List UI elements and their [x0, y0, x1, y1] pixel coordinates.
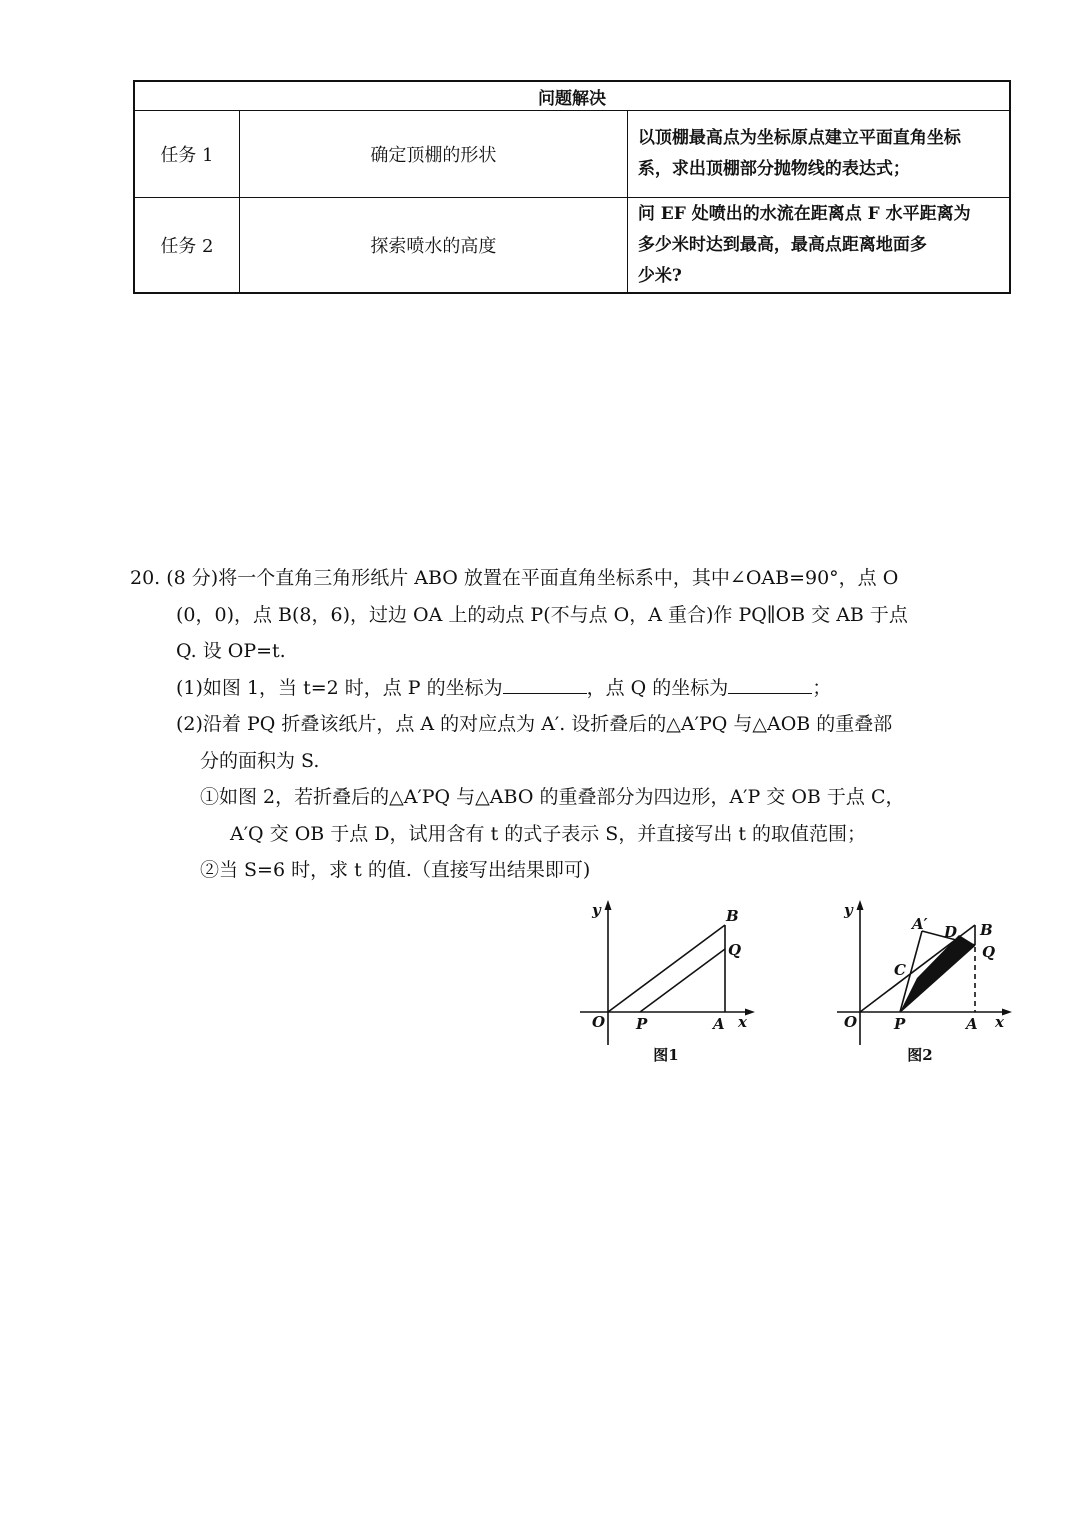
label-x: x [995, 1013, 1004, 1031]
task-label: 任务 1 [134, 111, 239, 198]
answer-blank-q[interactable] [728, 673, 812, 694]
label-A: A [713, 1015, 725, 1033]
segment-PQ [640, 949, 725, 1012]
label-x: x [738, 1013, 747, 1031]
question-stem-line: (0，0)，点 B(8，6)，过边 OA 上的动点 P(不与点 O，A 重合)作 PQ∥OB 交 AB 于点 [176, 603, 908, 626]
segment-OB [860, 925, 975, 1012]
label-B: B [726, 907, 739, 925]
sub-question-1-line: A′Q 交 OB 于点 D，试用含有 t 的式子表示 S，并直接写出 t 的取值范围； [230, 822, 867, 845]
label-P: P [894, 1015, 906, 1033]
figure-2-caption: 图2 [907, 1046, 933, 1064]
figure-1-diagram [570, 895, 760, 1045]
segment-PQ [900, 945, 975, 1012]
label-y: y [592, 901, 601, 919]
question-stem-line: 20. (8 分)将一个直角三角形纸片 ABO 放置在平面直角坐标系中，其中∠OAB=90°，点 O [130, 567, 899, 589]
y-axis-arrow-icon [605, 900, 612, 910]
figure-1 [570, 895, 760, 1049]
part-2-line: 分的面积为 S. [200, 749, 320, 772]
task-description-line: 少米? [637, 265, 682, 286]
task-description [627, 198, 1010, 294]
part-1-text-b: ，点 Q 的坐标为 [586, 676, 729, 699]
answer-blank-p[interactable] [503, 673, 587, 694]
task-topic: 探索喷水的高度 [239, 198, 627, 294]
part-1 [130, 670, 1020, 707]
label-y: y [844, 901, 853, 919]
task-description-line: 以顶棚最高点为坐标原点建立平面直角坐标 [637, 128, 961, 148]
task-description-line: 系，求出顶棚部分抛物线的表达式； [637, 159, 910, 179]
label-C: C [894, 961, 906, 979]
table-row [134, 198, 1010, 294]
part-1-text-a: (1)如图 1，当 t=2 时，点 P 的坐标为 [176, 676, 503, 699]
y-axis-arrow-icon [857, 900, 864, 910]
task-table [133, 80, 1011, 294]
figure-2-diagram [832, 895, 1022, 1045]
question-20 [130, 560, 1020, 889]
figure-1-caption: 图1 [653, 1046, 679, 1064]
task-description [627, 111, 1010, 198]
task-description-line: 问 EF 处喷出的水流在距离点 F 水平距离为 [637, 203, 971, 224]
table-row [134, 111, 1010, 198]
sub-question-1-line: ①如图 2，若折叠后的△A′PQ 与△ABO 的重叠部分为四边形，A′P 交 OB 于点 C， [200, 786, 905, 808]
segment-OB [608, 925, 725, 1012]
label-A: A [966, 1015, 978, 1033]
table-header: 问题解决 [134, 81, 1010, 111]
figure-2 [832, 895, 1022, 1049]
part-2-line: (2)沿着 PQ 折叠该纸片，点 A 的对应点为 A′. 设折叠后的△A′PQ 与△AOB 的重叠部 [176, 713, 893, 735]
task-label: 任务 2 [134, 198, 239, 294]
label-A-prime: A′ [912, 915, 928, 933]
label-P: P [636, 1015, 648, 1033]
label-B: B [980, 921, 993, 939]
sub-question-2: ②当 S=6 时，求 t 的值.（直接写出结果即可) [200, 859, 591, 881]
task-description-line: 多少米时达到最高，最高点距离地面多 [637, 234, 927, 255]
label-Q: Q [982, 943, 996, 961]
label-O: O [844, 1013, 858, 1031]
label-O: O [592, 1013, 606, 1031]
label-Q: Q [728, 941, 742, 959]
label-D: D [944, 923, 958, 941]
task-topic: 确定顶棚的形状 [239, 111, 627, 198]
question-stem-line: Q. 设 OP=t. [176, 640, 286, 662]
part-1-text-c: ； [812, 676, 832, 699]
